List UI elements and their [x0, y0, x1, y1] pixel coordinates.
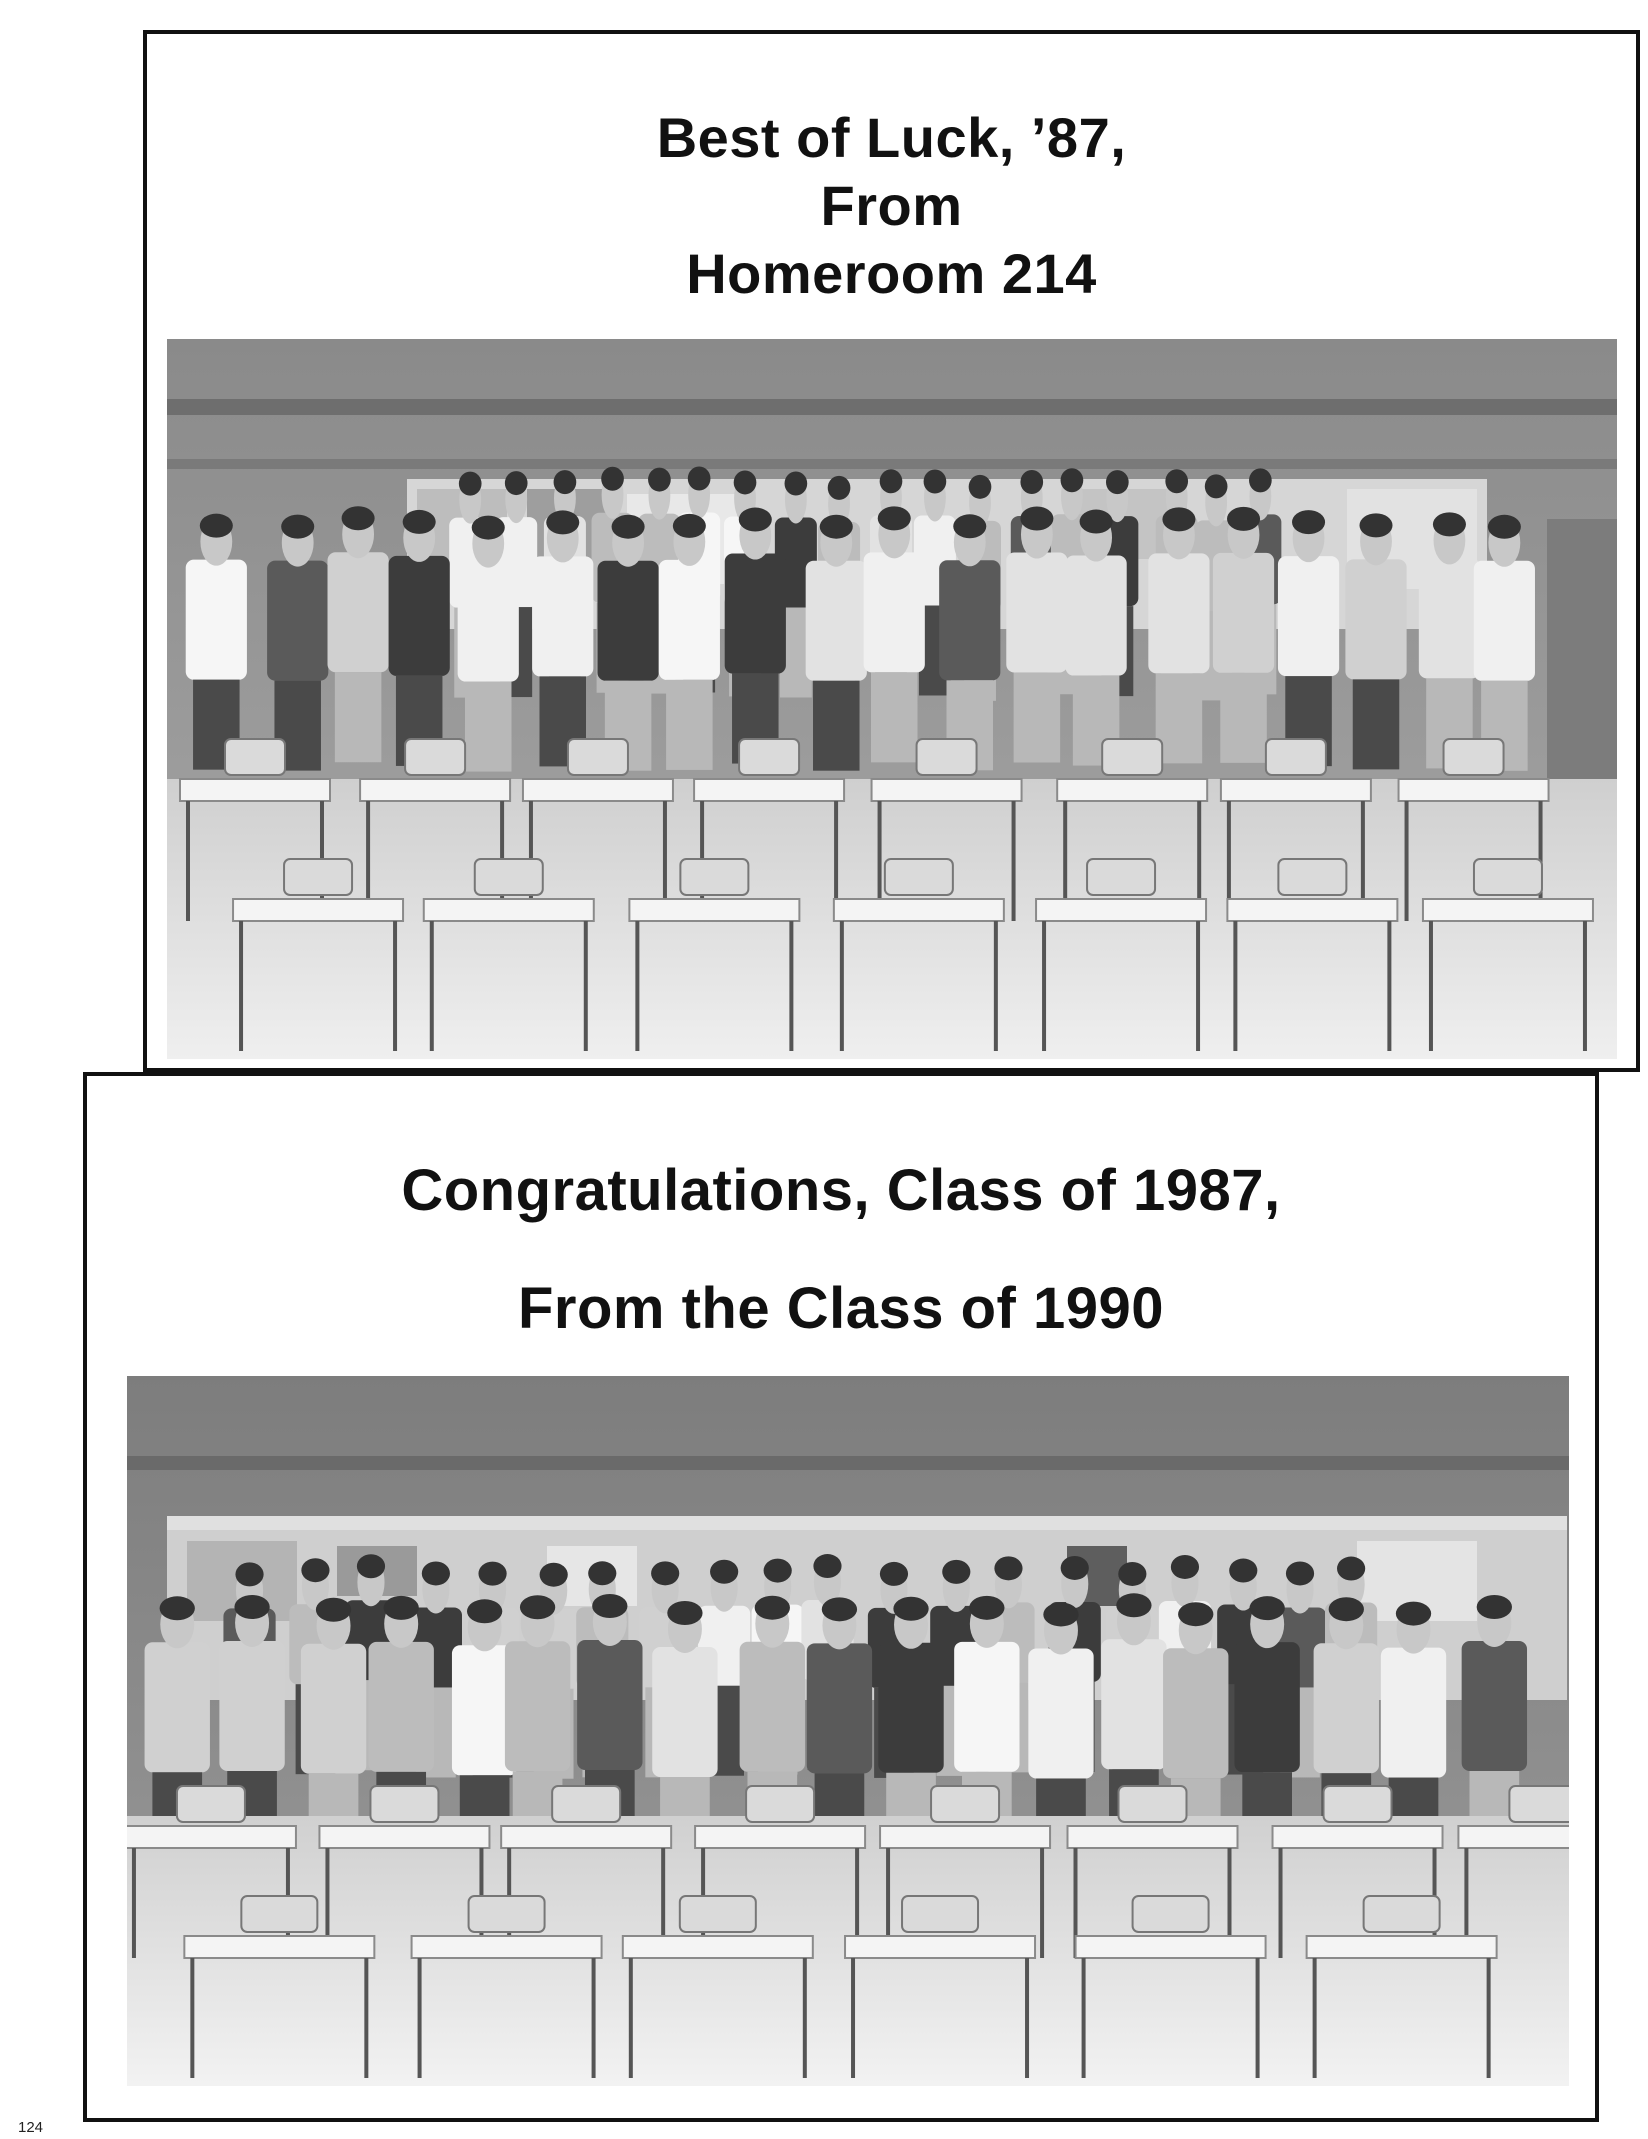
top-headline-line-1: Best of Luck, ’87, — [656, 106, 1127, 169]
class-group-photo — [127, 1376, 1569, 2086]
top-panel — [143, 30, 1640, 1072]
top-headline-line-2: From — [820, 174, 963, 237]
homeroom-photo-image — [167, 339, 1617, 1059]
top-headline — [147, 104, 1636, 308]
class-photo-image — [127, 1376, 1569, 2086]
bottom-headline-line-2: From the Class of 1990 — [518, 1276, 1164, 1341]
top-headline-line-3: Homeroom 214 — [686, 242, 1097, 305]
bottom-panel — [83, 1072, 1599, 2122]
page-number: 124 — [18, 2119, 44, 2136]
bottom-headline-line-1: Congratulations, Class of 1987, — [401, 1158, 1281, 1223]
homeroom-group-photo — [167, 339, 1617, 1059]
